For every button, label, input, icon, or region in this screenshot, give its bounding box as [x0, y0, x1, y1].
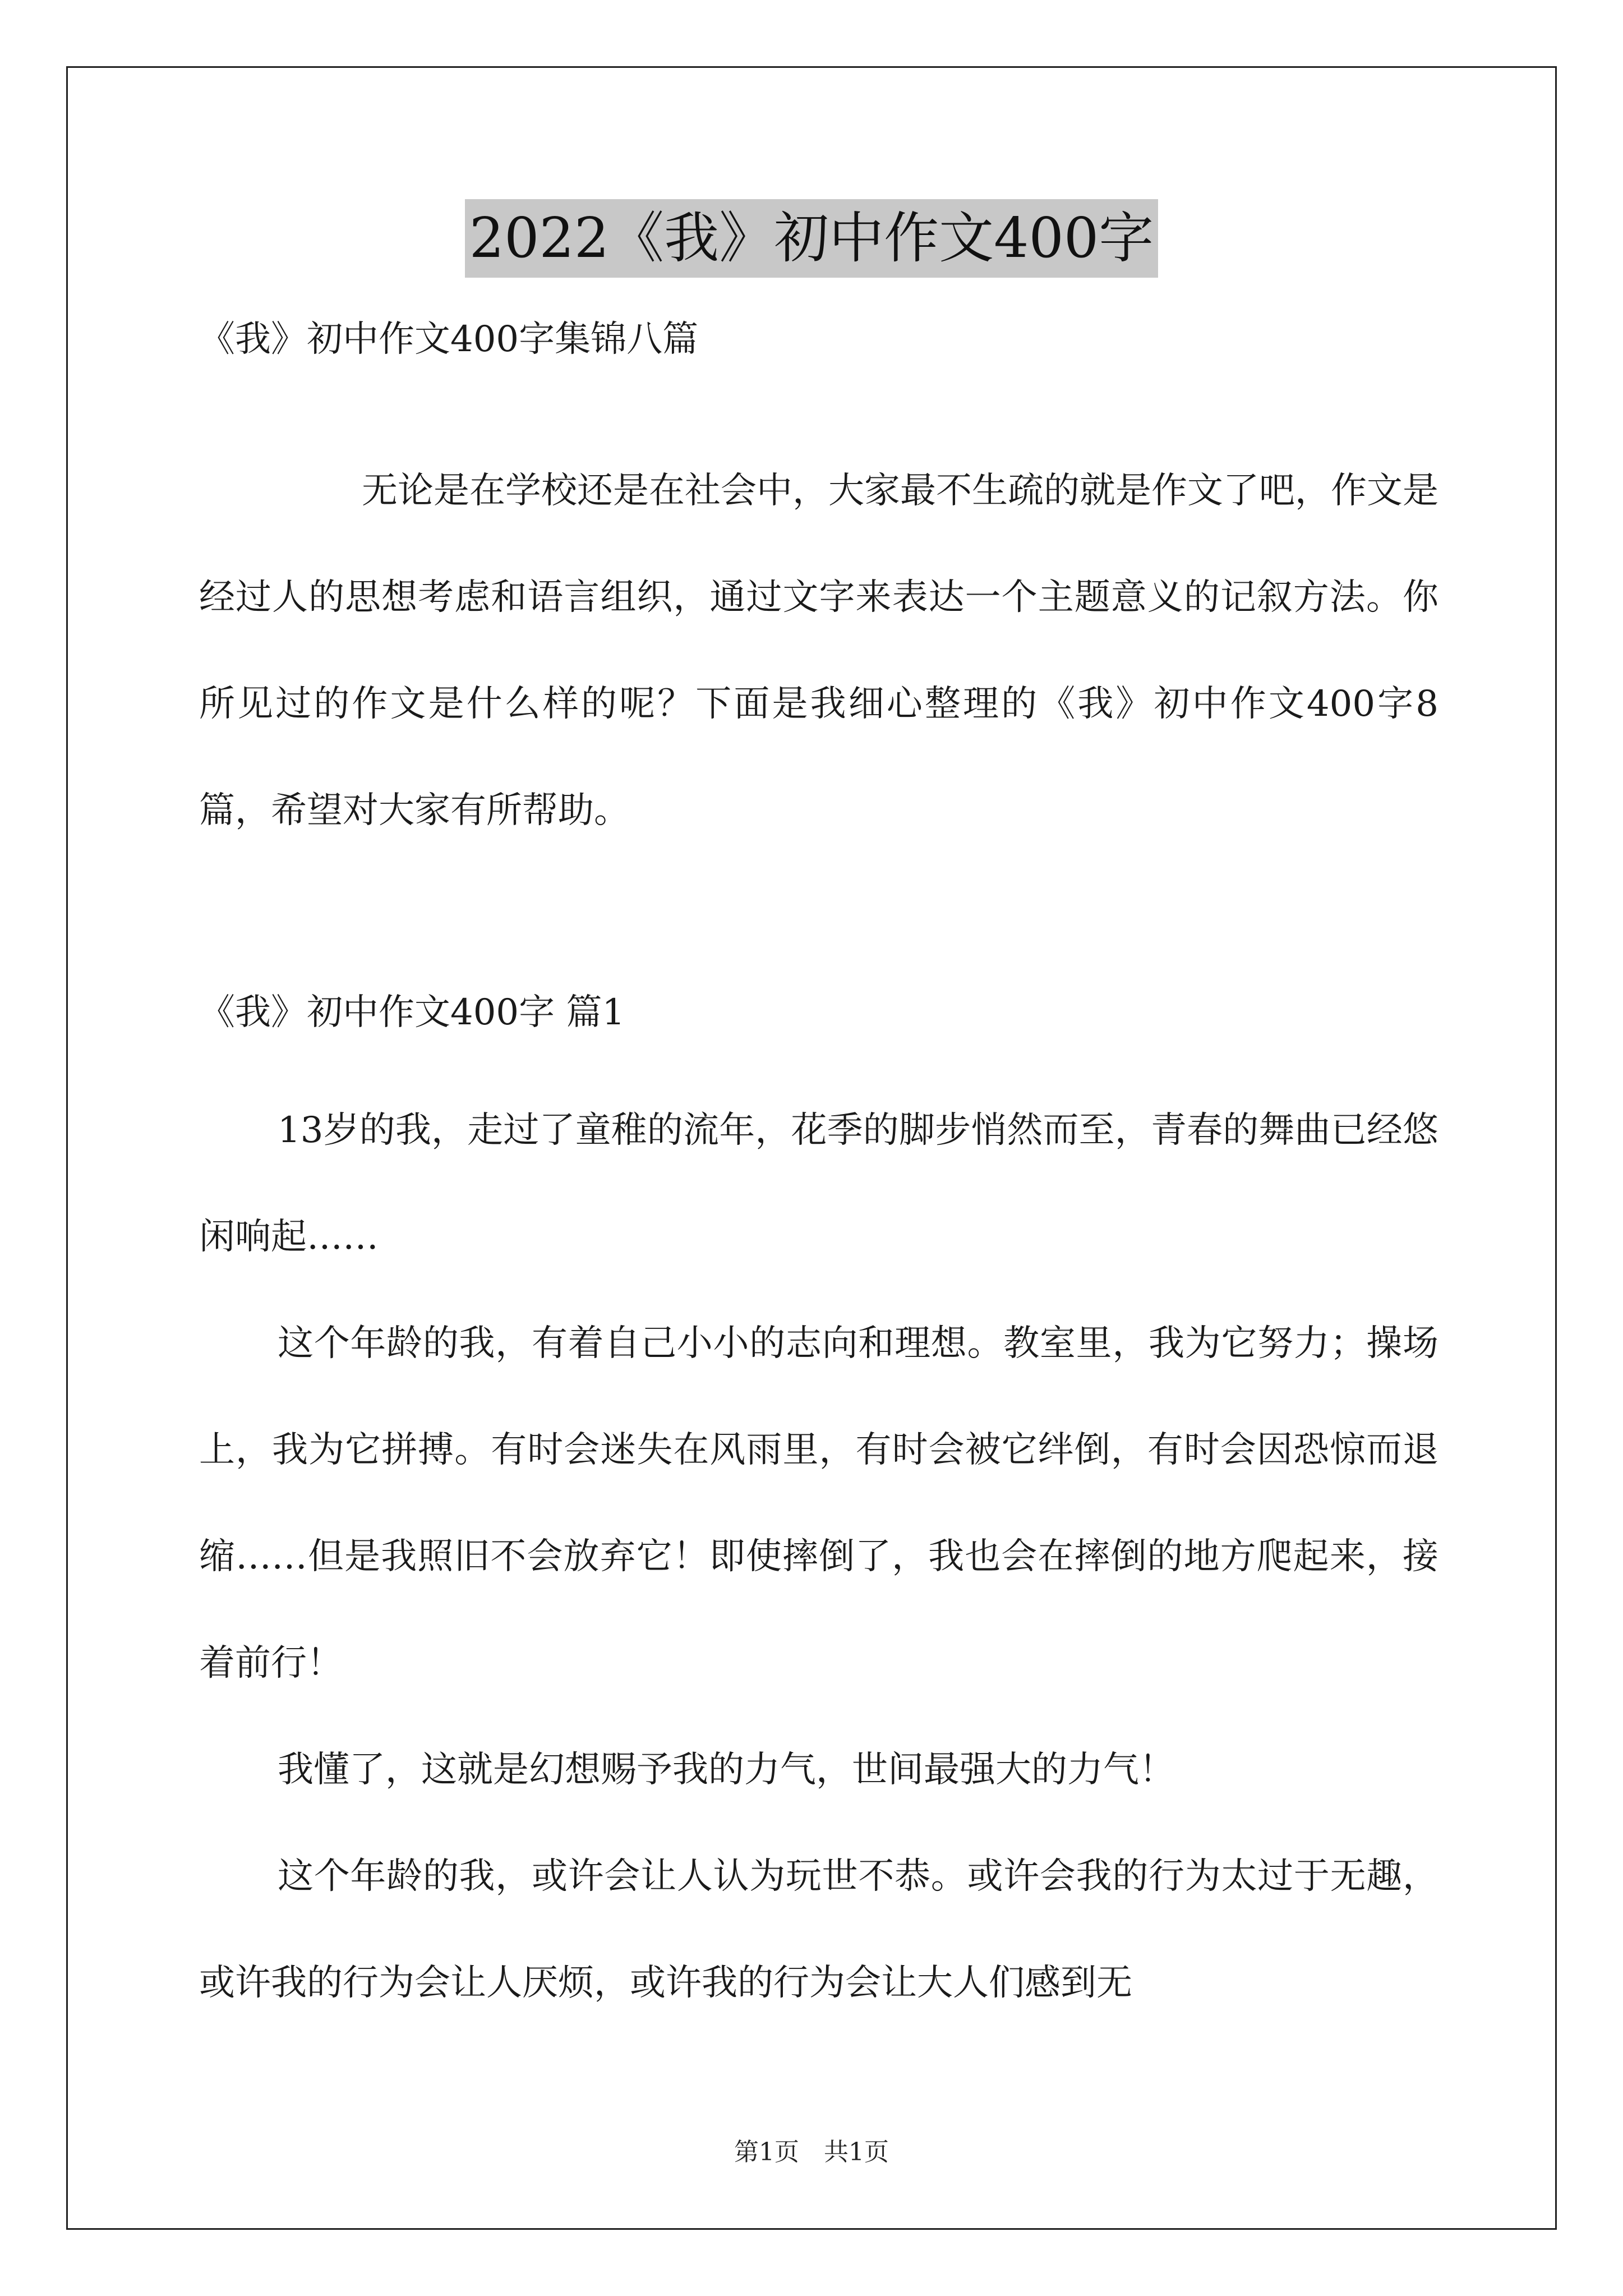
title-container [0, 199, 1623, 278]
paragraph-3: 我懂了，这就是幻想赐予我的力气，世间最强大的力气！ [278, 1749, 1175, 1791]
paragraph-2: 这个年龄的我，有着自己小小的志向和理想。教室里，我为它努力；操场上，我为它拼搏。有时会迷失在风雨里，有时会被它绊倒，有时会因恐惊而退缩……但是我照旧不会放弃它！即使摔倒了，我也会在摔倒的地方爬起来，接着前行！ [199, 1323, 1438, 1684]
document-title: 2022《我》初中作文400字 [465, 199, 1158, 278]
section-heading: 《我》初中作文400字 篇1 [199, 992, 625, 1033]
paragraph-1: 13岁的我，走过了童稚的流年，花季的脚步悄然而至，青春的舞曲已经悠闲响起…… [199, 1110, 1438, 1258]
intro-paragraph: 无论是在学校还是在社会中，大家最不生疏的就是作文了吧，作文是经过人的思想考虑和语言组织，通过文字来表达一个主题意义的记叙方法。你所见过的作文是什么样的呢？下面是我细心整理的《我》初中作文400字8篇，希望对大家有所帮助。 [199, 470, 1438, 831]
paragraph-4: 这个年龄的我，或许会让人认为玩世不恭。或许会我的行为太过于无趣，或许我的行为会让人厌烦，或许我的行为会让大人们感到无 [199, 1856, 1438, 2004]
document-subtitle: 《我》初中作文400字集锦八篇 [199, 319, 699, 360]
page-footer: 第1页 共1页 [734, 2138, 889, 2166]
